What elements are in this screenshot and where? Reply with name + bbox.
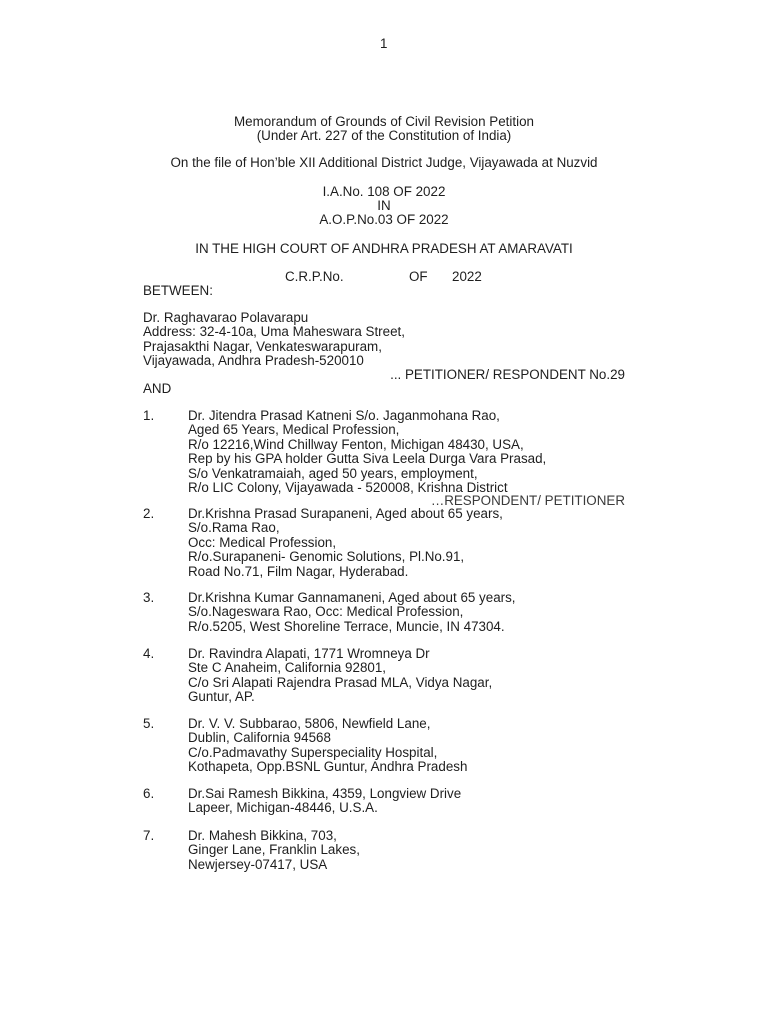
page-number: 1: [380, 36, 388, 51]
respondent-line: Road No.71, Film Nagar, Hyderabad.: [188, 563, 409, 579]
and-label: AND: [143, 381, 172, 396]
respondent-line: Occ: Medical Profession,: [188, 534, 337, 550]
petitioner-role: ... PETITIONER/ RESPONDENT No.29: [390, 367, 625, 382]
petitioner-address-line: Prajasakthi Nagar, Venkateswarapuram,: [143, 338, 382, 354]
respondent-number: 4.: [143, 646, 155, 661]
respondent-4-block: [188, 647, 492, 705]
crp-of: OF: [409, 269, 428, 284]
crp-year: 2022: [452, 269, 482, 284]
respondent-line: Newjersey-07417, USA: [188, 856, 328, 872]
respondent-line: Dublin, California 94568: [188, 730, 331, 746]
respondent-number: 1.: [143, 408, 155, 423]
petitioner-address-line: Address: 32-4-10a, Uma Maheswara Street,: [143, 324, 405, 340]
respondent-number: 7.: [143, 828, 155, 843]
respondent-line: Dr. Jitendra Prasad Katneni S/o. Jaganmohana Rao,: [188, 408, 500, 423]
respondent-5-block: [188, 717, 467, 775]
respondent-line: R/o.Surapaneni- Genomic Solutions, Pl.No.91,: [188, 549, 465, 565]
respondent-number: 6.: [143, 786, 155, 801]
file-line: On the file of Hon’ble XII Additional District Judge, Vijayawada at Nuzvid: [170, 155, 598, 170]
respondent-1-block: [188, 409, 546, 495]
between-label: BETWEEN:: [143, 283, 213, 298]
respondent-line: Dr. Mahesh Bikkina, 703,: [188, 828, 337, 843]
petitioner-block: [143, 311, 405, 369]
respondent-line: Ginger Lane, Franklin Lakes,: [188, 842, 360, 858]
respondent-line: S/o.Rama Rao,: [188, 520, 280, 536]
respondent-line: S/o Venkatramaiah, aged 50 years, employment,: [188, 465, 478, 481]
respondent-line: Ste C Anaheim, California 92801,: [188, 660, 387, 676]
petitioner-name: Dr. Raghavarao Polavarapu: [143, 310, 309, 325]
respondent-line: Dr.Krishna Prasad Surapaneni, Aged about 65 years,: [188, 506, 503, 521]
respondent-role: …RESPONDENT/ PETITIONER: [430, 493, 625, 508]
respondent-line: Kothapeta, Opp.BSNL Guntur, Andhra Pradesh: [188, 759, 468, 775]
petitioner-address-line: Vijayawada, Andhra Pradesh-520010: [143, 353, 364, 369]
court-heading: IN THE HIGH COURT OF ANDHRA PRADESH AT AMARAVATI: [195, 241, 573, 256]
respondent-line: C/o Sri Alapati Rajendra Prasad MLA, Vidya Nagar,: [188, 674, 493, 690]
respondent-line: R/o 12216,Wind Chillway Fenton, Michigan 48430, USA,: [188, 436, 524, 452]
respondent-number: 5.: [143, 716, 155, 731]
respondent-3-block: [188, 591, 516, 634]
respondent-2-block: [188, 507, 503, 579]
respondent-line: C/o.Padmavathy Superspeciality Hospital,: [188, 744, 438, 760]
respondent-number: 2.: [143, 506, 155, 521]
ia-number: I.A.No. 108 OF 2022: [322, 184, 446, 199]
aop-number: A.O.P.No.03 OF 2022: [319, 212, 449, 227]
respondent-line: Dr.Krishna Kumar Gannamaneni, Aged about 65 years,: [188, 590, 516, 605]
document-title: Memorandum of Grounds of Civil Revision Petition: [234, 114, 534, 129]
respondent-6-block: [188, 787, 461, 816]
respondent-line: Rep by his GPA holder Gutta Siva Leela Durga Vara Prasad,: [188, 451, 547, 467]
document-subtitle: (Under Art. 227 of the Constitution of India): [256, 128, 512, 143]
respondent-line: R/o LIC Colony, Vijayawada - 520008, Krishna District: [188, 479, 508, 495]
respondent-line: Guntur, AP.: [188, 689, 255, 705]
respondent-7-block: [188, 829, 360, 872]
respondent-line: Aged 65 Years, Medical Profession,: [188, 422, 400, 438]
respondent-line: S/o.Nageswara Rao, Occ: Medical Profession,: [188, 604, 464, 620]
respondent-line: Dr.Sai Ramesh Bikkina, 4359, Longview Drive: [188, 786, 462, 801]
respondent-line: R/o.5205, West Shoreline Terrace, Muncie, IN 47304.: [188, 618, 505, 634]
respondent-number: 3.: [143, 590, 155, 605]
respondent-line: Dr. Ravindra Alapati, 1771 Wromneya Dr: [188, 646, 430, 661]
respondent-line: Lapeer, Michigan-48446, U.S.A.: [188, 800, 378, 816]
crp-label: C.R.P.No.: [285, 269, 344, 284]
in-label: IN: [377, 198, 391, 213]
respondent-line: Dr. V. V. Subbarao, 5806, Newfield Lane,: [188, 716, 431, 731]
